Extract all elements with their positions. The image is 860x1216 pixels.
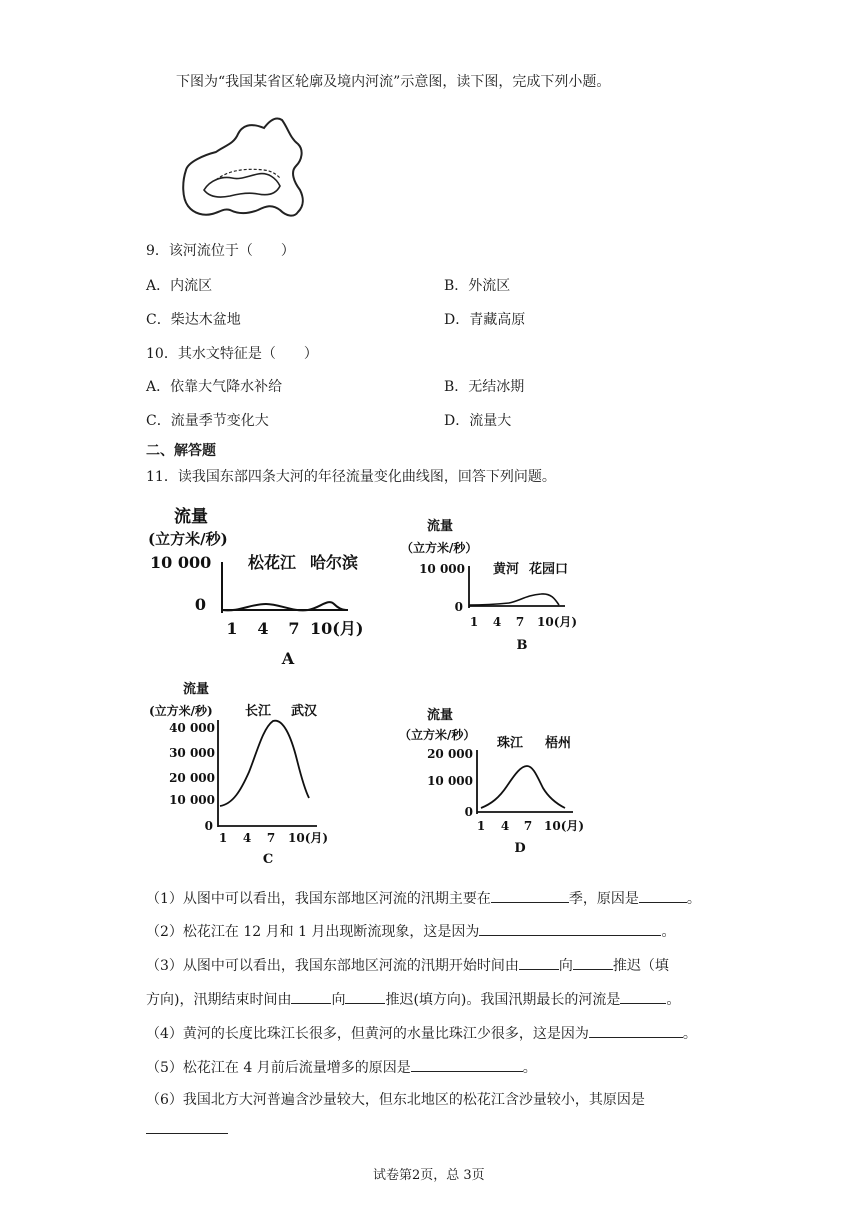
chart-c-ylabel-1: 流量 bbox=[183, 682, 210, 697]
chart-c-river: 长江 bbox=[245, 704, 272, 719]
chart-a-ytick: 0 bbox=[194, 595, 206, 614]
intro-text: 下图为“我国某省区轮廓及境内河流”示意图，读下图，完成下列小题。 bbox=[176, 74, 611, 90]
answer-blank[interactable] bbox=[519, 955, 559, 970]
chart-c-ytick: 20 000 bbox=[169, 771, 215, 785]
chart-b-flow-line bbox=[469, 594, 559, 605]
chart-a bbox=[140, 500, 410, 675]
q11-sub-1-text: （1）从图中可以看出，我国东部地区河流的汛期主要在 bbox=[146, 891, 491, 907]
answer-blank[interactable] bbox=[639, 888, 687, 903]
chart-a-ylabel-2: (立方米/秒) bbox=[148, 530, 228, 548]
chart-d-river: 珠江 bbox=[497, 736, 524, 751]
answer-blank[interactable] bbox=[146, 1133, 228, 1134]
q9-option-c[interactable]: C．柴达木盆地 bbox=[146, 312, 241, 328]
q9-option-a[interactable]: A．内流区 bbox=[146, 278, 213, 294]
q11-sub-3-cont bbox=[146, 989, 680, 1009]
q11-sub-2-text: 。 bbox=[661, 924, 676, 940]
answer-blank[interactable] bbox=[479, 921, 661, 936]
chart-d-ytick: 10 000 bbox=[427, 774, 473, 788]
q11-sub-5-text: （5）松花江在 4 月前后流量增多的原因是 bbox=[146, 1060, 411, 1076]
section-heading: 二、解答题 bbox=[146, 443, 216, 459]
q11-sub-3-text: 方向)，汛期结束时间由 bbox=[146, 992, 292, 1008]
chart-c-flow-line bbox=[220, 721, 309, 806]
q11-sub-3 bbox=[146, 955, 669, 975]
q11-sub-4-text: 。 bbox=[682, 1026, 697, 1042]
q11-sub-3-text: 。 bbox=[666, 992, 681, 1008]
province-outline-map bbox=[176, 110, 326, 225]
chart-a-river: 松花江 bbox=[248, 553, 297, 572]
q11-sub-1-text: 。 bbox=[686, 891, 701, 907]
chart-a-xtick: 10(月) bbox=[310, 619, 364, 638]
chart-a-xtick: 7 bbox=[288, 619, 300, 638]
q11-stem: 11．读我国东部四条大河的年径流量变化曲线图，回答下列问题。 bbox=[146, 469, 556, 485]
q10-option-b[interactable]: B．无结冰期 bbox=[444, 379, 525, 395]
q11-sub-2-text: （2）松花江在 12 月和 1 月出现断流现象，这是因为 bbox=[146, 924, 480, 940]
q11-sub-5-text: 。 bbox=[522, 1060, 537, 1076]
q11-sub-3-text: 向 bbox=[331, 992, 346, 1008]
chart-d-flow-line bbox=[481, 766, 565, 808]
chart-a-xtick: 1 bbox=[226, 619, 238, 638]
chart-d bbox=[395, 702, 610, 862]
answer-blank[interactable] bbox=[620, 989, 666, 1004]
chart-b-letter: B bbox=[516, 638, 528, 653]
chart-d-ytick: 20 000 bbox=[427, 747, 473, 761]
q10-option-a[interactable]: A．依靠大气降水补给 bbox=[146, 379, 283, 395]
chart-d-xtick: 10(月) bbox=[544, 819, 585, 833]
page-footer: 试卷第2页，总 3页 bbox=[373, 1168, 485, 1183]
chart-d-ylabel-1: 流量 bbox=[427, 708, 454, 723]
chart-b-ylabel-2: （立方米/秒） bbox=[401, 541, 478, 555]
chart-d-xtick: 7 bbox=[523, 819, 533, 833]
river-dashed bbox=[216, 169, 280, 180]
answer-blank[interactable] bbox=[589, 1023, 683, 1038]
q9-stem: 9．该河流位于（ ） bbox=[146, 243, 295, 259]
q11-sub-3-text: 向 bbox=[558, 958, 573, 974]
answer-blank[interactable] bbox=[345, 989, 385, 1004]
province-outline bbox=[183, 118, 303, 215]
chart-c-station: 武汉 bbox=[291, 704, 318, 719]
q11-sub-2 bbox=[146, 921, 675, 941]
chart-b-ylabel-1: 流量 bbox=[427, 519, 454, 534]
answer-blank[interactable] bbox=[411, 1057, 523, 1072]
chart-b-station: 花园口 bbox=[529, 562, 569, 577]
answer-blank[interactable] bbox=[291, 989, 331, 1004]
chart-c-xtick: 7 bbox=[266, 831, 276, 845]
chart-a-xtick: 4 bbox=[257, 619, 269, 638]
chart-b-xtick: 10(月) bbox=[537, 615, 578, 629]
chart-d-ytick: 0 bbox=[464, 805, 473, 819]
chart-c-xtick: 10(月) bbox=[288, 831, 329, 845]
q11-sub-1-text: 季，原因是 bbox=[568, 891, 639, 907]
chart-c-ytick: 0 bbox=[204, 819, 213, 833]
answer-blank[interactable] bbox=[573, 955, 613, 970]
chart-c-xtick: 1 bbox=[218, 831, 228, 845]
q11-sub-4-text: （4）黄河的长度比珠江长很多，但黄河的水量比珠江少很多，这是因为 bbox=[146, 1026, 589, 1042]
chart-c-ytick: 10 000 bbox=[169, 793, 215, 807]
chart-b-xtick: 4 bbox=[492, 615, 502, 629]
q11-sub-4 bbox=[146, 1023, 697, 1043]
chart-a-letter: A bbox=[281, 649, 295, 668]
q11-sub-3-text: （3）从图中可以看出，我国东部地区河流的汛期开始时间由 bbox=[146, 958, 519, 974]
chart-b-xtick: 1 bbox=[469, 615, 479, 629]
chart-b-river: 黄河 bbox=[493, 562, 520, 577]
chart-b bbox=[395, 515, 615, 660]
q11-sub-5 bbox=[146, 1057, 537, 1077]
river-inner-loop bbox=[204, 174, 280, 197]
q9-option-b[interactable]: B．外流区 bbox=[444, 278, 511, 294]
chart-c-xtick: 4 bbox=[242, 831, 252, 845]
chart-a-ylabel-1: 流量 bbox=[174, 507, 208, 527]
chart-c-ytick: 30 000 bbox=[169, 746, 215, 760]
q11-sub-3-text: 推迟（填 bbox=[612, 958, 669, 974]
q11-sub-1 bbox=[146, 888, 701, 908]
chart-d-letter: D bbox=[514, 841, 526, 856]
chart-c-ytick: 40 000 bbox=[169, 721, 215, 735]
chart-d-xtick: 1 bbox=[476, 819, 486, 833]
chart-d-station: 梧州 bbox=[545, 736, 572, 751]
chart-a-ytick: 10 000 bbox=[150, 553, 212, 572]
chart-c bbox=[145, 680, 360, 865]
answer-blank[interactable] bbox=[491, 888, 569, 903]
chart-b-ytick: 10 000 bbox=[419, 562, 465, 576]
q10-option-d[interactable]: D．流量大 bbox=[444, 413, 512, 429]
q10-stem: 10．其水文特征是（ ） bbox=[146, 346, 318, 362]
q11-sub-6: （6）我国北方大河普遍含沙量较大，但东北地区的松花江含沙量较小，其原因是 bbox=[146, 1092, 645, 1108]
chart-c-letter: C bbox=[262, 852, 274, 865]
chart-a-station: 哈尔滨 bbox=[310, 553, 359, 572]
chart-b-ytick: 0 bbox=[454, 600, 463, 614]
q11-sub-3-text: 推迟(填方向)。我国汛期最长的河流是 bbox=[385, 992, 621, 1008]
q10-option-c[interactable]: C．流量季节变化大 bbox=[146, 413, 269, 429]
chart-d-ylabel-2: （立方米/秒） bbox=[399, 728, 476, 742]
q9-option-d[interactable]: D．青藏高原 bbox=[444, 312, 526, 328]
chart-d-xtick: 4 bbox=[500, 819, 510, 833]
chart-b-xtick: 7 bbox=[515, 615, 525, 629]
chart-c-ylabel-2: (立方米/秒) bbox=[149, 704, 213, 718]
